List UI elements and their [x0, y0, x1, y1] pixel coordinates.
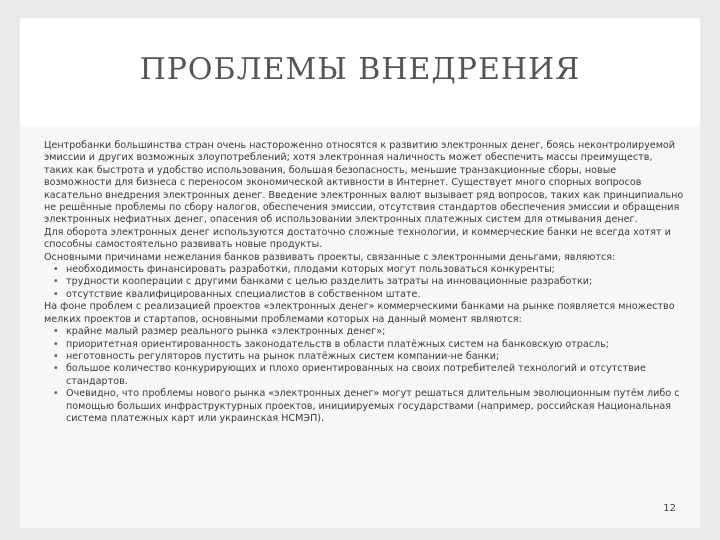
- list-item: • трудности кооперации с другими банками с целью разделить затраты на инновационные разработки;: [44, 276, 684, 288]
- paragraph-intro: Центробанки большинства стран очень настороженно относятся к развитию электронных денег, боясь неконтролируемой эмиссии и других возможных злоупотреблений; хотя электронная наличность может обеспечить массы преимуществ, таких как быстрота и удобство использования, большая безопасность, меньшие транзакционные сборы, новые возможности для бизнеса с переносом экономической активности в Интернет. Существует много спорных вопросов касательно внедрения электронных денег. Введение электронных валют вызывает ряд вопросов, таких как принципиально не решённые проблемы по сбору налогов, обеспечения эмиссии, отсутствия стандартов обеспечения эмиссии и обращения электронных нефиатных денег, опасения об использовании электронных платежных систем для отмывания денег.: [44, 140, 684, 226]
- list-item: • крайне малый размер реального рынка «электронных денег»;: [44, 326, 684, 338]
- list-item: • Очевидно, что проблемы нового рынка «электронных денег» могут решаться длительным эволюционным путём либо с помощью больших инфраструктурных проектов, инициируемых государствами (например, российская Национальная система платежных карт или украинская НСМЭП).: [44, 388, 684, 425]
- list-item: • неготовность регуляторов пустить на рынок платёжных систем компании-не банки;: [44, 351, 684, 363]
- bullet-list-reasons: [44, 264, 684, 301]
- bullet-list-problems: [44, 326, 684, 425]
- list-item: • отсутствие квалифицированных специалистов в собственном штате.: [44, 289, 684, 301]
- paragraph-technology: Для оборота электронных денег используются достаточно сложные технологии, и коммерческие банки не всегда хотят и способны самостоятельно развивать новые продукты.: [44, 226, 671, 251]
- list-item: • необходимость финансировать разработки, плодами которых могут пользоваться конкуренты;: [44, 264, 684, 276]
- paragraph-startups: На фоне проблем с реализацией проектов «электронных денег» коммерческими банками на рынке появляется множество мелких проектов и стартапов, основными проблемами которых на данный момент являются:: [44, 301, 675, 325]
- slide-title: ПРОБЛЕМЫ ВНЕДРЕНИЯ: [139, 52, 581, 87]
- list-item: • большое количество конкурирующих и плохо ориентированных на своих потребителей технологий и отсутствие стандартов.: [44, 363, 684, 388]
- page-number: 12: [663, 503, 676, 514]
- slide-body: [44, 140, 684, 425]
- paragraph-reasons: Основными причинами нежелания банков развивать проекты, связанные с электронными деньгами, являются:: [44, 251, 616, 263]
- title-band: [20, 18, 700, 126]
- slide: [20, 18, 700, 528]
- list-item: • приоритетная ориентированность законодательств в области платёжных систем на банковскую отрасль;: [44, 339, 684, 351]
